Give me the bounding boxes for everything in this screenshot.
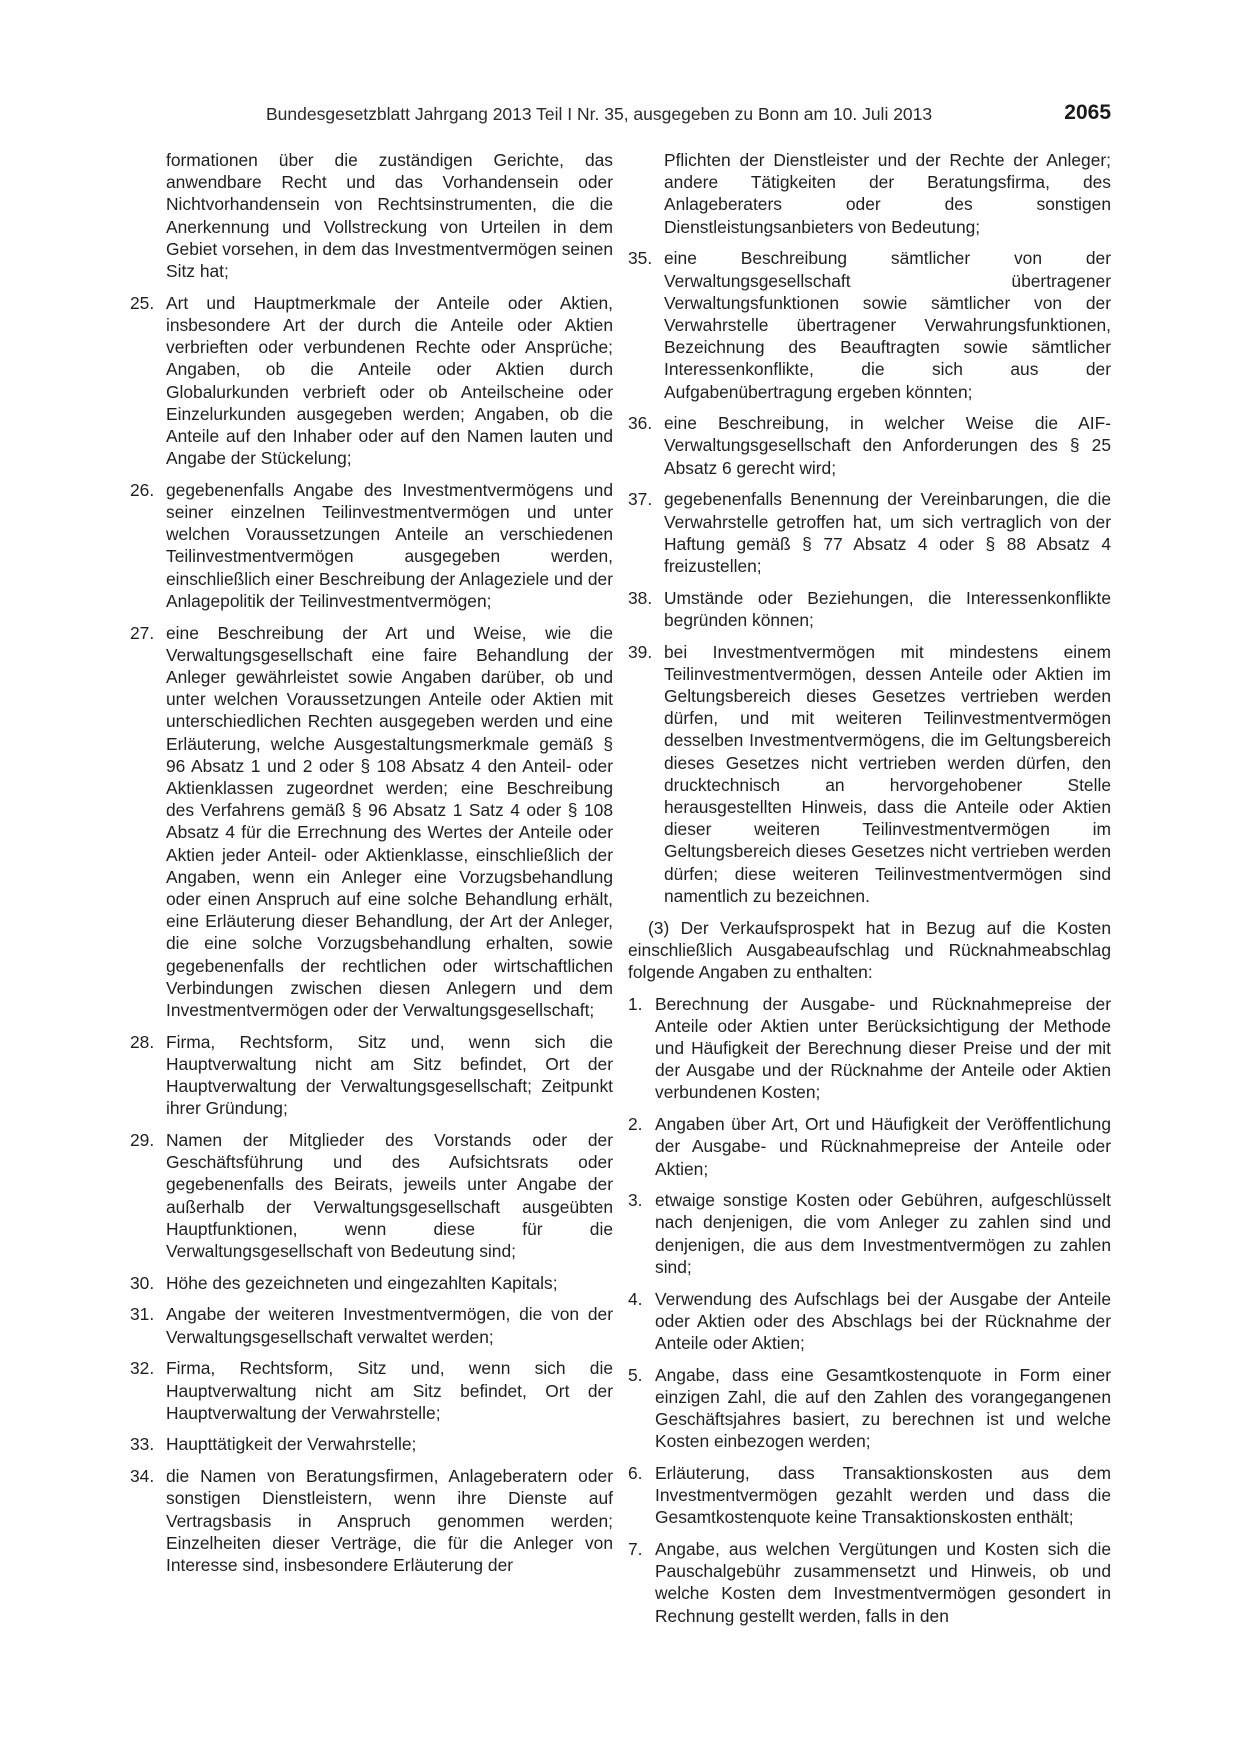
item-text: Namen der Mitglieder des Vorstands oder der Geschäftsführung und des Aufsichtsrats oder gegebenenfalls des Beirats, jeweils unter Angabe der außerhalb der Verwaltungsgesellschaft ausgeübten Hauptfunktionen, wenn diese für die Verwaltungsgesellschaft von Bedeutung sind; bbox=[166, 1130, 613, 1262]
list-item bbox=[628, 1288, 1111, 1355]
item-number: 38. bbox=[628, 587, 653, 608]
item-text: Verwendung des Aufschlags bei der Ausgabe der Anteile oder Aktien oder des Abschlags bei der Rücknahme der Anteile oder Aktien; bbox=[655, 1288, 1111, 1353]
item-text: die Namen von Beratungsfirmen, Anlageberatern oder sonstigen Dienstleistern, wenn ihre Dienste auf Vertragsbasis in Anspruch genommen werden; Einzelheiten dieser Verträge, die für die Anleger von Interesse sind, insbesondere Erläuterung der bbox=[166, 1466, 613, 1575]
item-number: 27. bbox=[130, 622, 155, 643]
item-text: Firma, Rechtsform, Sitz und, wenn sich die Hauptverwaltung nicht am Sitz befindet, Ort der Hauptverwaltung der Verwahrstelle; bbox=[166, 1358, 613, 1423]
item-number: 25. bbox=[130, 292, 155, 313]
list-item bbox=[130, 479, 613, 612]
item-text: Art und Hauptmerkmale der Anteile oder Aktien, insbesondere Art der durch die Anteile oder Aktien verbrieften oder verbundenen Rechte oder Ansprüche; Angaben, ob die Anteile oder Aktien durch Globalurkunden verbrieft oder ob Anteilscheine oder Einzelurkunden ausgegeben werden; Angaben, ob die Anteile auf den Inhaber oder auf den Namen lauten und Angabe der Stückelung; bbox=[166, 292, 613, 469]
list-item bbox=[628, 993, 1111, 1104]
list-item bbox=[628, 1189, 1111, 1278]
item-number: 34. bbox=[130, 1466, 155, 1487]
item-number: 31. bbox=[130, 1304, 155, 1325]
list-item bbox=[130, 1433, 613, 1455]
item-number: 2. bbox=[628, 1114, 643, 1135]
item-number: 36. bbox=[628, 413, 653, 434]
item-text: Angabe, dass eine Gesamtkostenquote in Form einer einzigen Zahl, die auf den Zahlen des vorangegangenen Geschäftsjahres basiert, zu berechnen ist und welche Kosten einbezogen werden; bbox=[655, 1364, 1111, 1452]
item-number: 32. bbox=[130, 1358, 155, 1379]
item-number: 35. bbox=[628, 248, 653, 269]
page-header bbox=[266, 101, 1111, 127]
item-number: 5. bbox=[628, 1364, 643, 1385]
item-text: bei Investmentvermögen mit mindestens einem Teilinvestmentvermögen, dessen Anteile oder Aktien im Geltungsbereich dieses Gesetzes vertrieben werden dürfen, und mit weiteren Teilinvestmentvermögen desselben Investmentvermögens, die im Geltungsbereich dieses Gesetzes nicht vertrieben werden dürfen, den drucktechnisch an hervorgehobener Stelle herausgestellten Hinweis, dass die Anteile oder Aktien dieser weiteren Teilinvestmentvermögen im Geltungsbereich dieses Gesetzes nicht vertrieben werden dürfen; diese weiteren Teilinvestmentvermögen sind namentlich zu bezeichnen. bbox=[664, 641, 1111, 906]
item-number: 3. bbox=[628, 1190, 643, 1211]
item-text: Umstände oder Beziehungen, die Interessenkonflikte begründen können; bbox=[664, 587, 1111, 630]
item-text: gegebenenfalls Angabe des Investmentvermögens und seiner einzelnen Teilinvestmentvermögen und unter welchen Voraussetzungen Anteile an verschiedenen Teilinvestmentvermögen ausgegeben werden, einschließlich einer Beschreibung der Anlageziele und der Anlagepolitik der Teilinvestmentvermögen; bbox=[166, 479, 613, 611]
continuation-text: formationen über die zuständigen Gerichte, das anwendbare Recht und das Vorhandensein oder Nichtvorhandensein von Rechtsinstrumenten, die die Anerkennung und Vollstreckung von Urteilen in dem Gebiet vorsehen, in dem das Investmentvermögen seinen Sitz hat; bbox=[166, 150, 613, 282]
item-text: Haupttätigkeit der Verwahrstelle; bbox=[166, 1434, 417, 1455]
item-number: 4. bbox=[628, 1288, 643, 1309]
list-item bbox=[130, 622, 613, 1022]
paragraph-3: (3) Der Verkaufsprospekt hat in Bezug auf die Kosten einschließlich Ausgabeaufschlag und Rücknahmeabschlag folgende Angaben zu enthalten: bbox=[628, 917, 1111, 982]
list-item bbox=[130, 1303, 613, 1347]
item-text: Erläuterung, dass Transaktionskosten aus dem Investmentvermögen gezahlt werden und dass die Gesamtkostenquote keine Transaktionskosten enthält; bbox=[655, 1462, 1111, 1528]
header-title: Bundesgesetzblatt Jahrgang 2013 Teil I Nr. 35, ausgegeben zu Bonn am 10. Juli 2013 bbox=[266, 104, 933, 124]
list-item bbox=[130, 1129, 613, 1262]
item-text: Höhe des gezeichneten und eingezahlten Kapitals; bbox=[166, 1272, 558, 1293]
item-text: Angabe, aus welchen Vergütungen und Kosten sich die Pauschalgebühr zusammensetzt und Hinweis, ob und welche Kosten dem Investmentvermögen gesondert in Rechnung gestellt werden, falls in den bbox=[655, 1539, 1111, 1626]
list-item bbox=[628, 1462, 1111, 1529]
right-column bbox=[628, 149, 1111, 1636]
list-item bbox=[130, 1357, 613, 1424]
list-item bbox=[628, 1364, 1111, 1453]
item-text: Firma, Rechtsform, Sitz und, wenn sich die Hauptverwaltung nicht am Sitz befindet, Ort der Hauptverwaltung der Verwaltungsgesellschaft; Zeitpunkt ihrer Gründung; bbox=[166, 1031, 613, 1119]
item-text: Angabe der weiteren Investmentvermögen, die von der Verwaltungsgesellschaft verwaltet werden; bbox=[166, 1304, 613, 1347]
list-item bbox=[628, 587, 1111, 631]
item-text: Berechnung der Ausgabe- und Rücknahmepreise der Anteile oder Aktien unter Berücksichtigung der Methode und Häufigkeit der Berechnung dieser Preise und der mit der Ausgabe und der Rücknahme der Anteile oder Aktien verbundenen Kosten; bbox=[655, 993, 1111, 1103]
item-number: 1. bbox=[628, 993, 643, 1014]
list-item bbox=[130, 292, 613, 470]
page-number: 2065 bbox=[1064, 101, 1111, 124]
list-item bbox=[628, 247, 1111, 402]
list-item bbox=[628, 1538, 1111, 1627]
item-number: 37. bbox=[628, 489, 653, 510]
item-number: 30. bbox=[130, 1272, 155, 1293]
item-number: 7. bbox=[628, 1539, 643, 1560]
list-item bbox=[130, 1272, 613, 1294]
item-number: 39. bbox=[628, 641, 653, 662]
item-text: eine Beschreibung der Art und Weise, wie die Verwaltungsgesellschaft eine faire Behandlung der Anleger gewährleistet sowie Angaben darüber, ob und unter welchen Voraussetzungen Anteile oder Aktien mit unterschiedlichen Rechten ausgegeben werden und eine Erläuterung, welche Ausgestaltungsmerkmale gemäß § 96 Absatz 1 und 2 oder § 108 Absatz 4 den Anteil- oder Aktienklassen zugeordnet werden; eine Beschreibung des Verfahrens gemäß § 96 Absatz 1 Satz 4 oder § 108 Absatz 4 für die Errechnung des Wertes der Anteile oder Aktien jeder Anteil- oder Aktienklasse, einschließlich der Angaben, wenn ein Anleger eine Vorzugsbehandlung oder einen Anspruch auf eine solche Behandlung erhält, eine Erläuterung dieser Behandlung, der Art der Anleger, die eine solche Vorzugsbehandlung erhalten, sowie gegebenenfalls der rechtlichen oder wirtschaftlichen Verbindungen zwischen diesen Anlegern und dem Investmentvermögen oder der Verwaltungsgesellschaft; bbox=[166, 622, 613, 1021]
item-text: etwaige sonstige Kosten oder Gebühren, aufgeschlüsselt nach denjenigen, die vom Anleger zu zahlen sind und denjenigen, die aus dem Investmentvermögen zu zahlen sind; bbox=[655, 1190, 1111, 1277]
list-item bbox=[130, 1465, 613, 1576]
item-number: 6. bbox=[628, 1462, 643, 1483]
item-text: gegebenenfalls Benennung der Vereinbarungen, die die Verwahrstelle getroffen hat, um sich vertraglich von der Haftung gemäß § 77 Absatz 4 oder § 88 Absatz 4 freizustellen; bbox=[664, 489, 1111, 576]
list-item bbox=[628, 412, 1111, 479]
item-number: 33. bbox=[130, 1434, 155, 1455]
list-item bbox=[628, 641, 1111, 907]
item-text: Angaben über Art, Ort und Häufigkeit der Veröffentlichung der Ausgabe- und Rücknahmepreise der Anteile oder Aktien; bbox=[655, 1114, 1111, 1179]
list-item bbox=[628, 1113, 1111, 1180]
item-text: eine Beschreibung, in welcher Weise die AIF-Verwaltungsgesellschaft den Anforderungen des § 25 Absatz 6 gerecht wird; bbox=[664, 413, 1111, 478]
item-number: 26. bbox=[130, 479, 155, 500]
item-text: eine Beschreibung sämtlicher von der Verwaltungsgesellschaft übertragener Verwaltungsfunktionen sowie sämtlicher von der Verwahrstelle übertragener Verwahrungsfunktionen, Bezeichnung des Beauftragten sowie sämtlicher Interessenkonflikte, die sich aus der Aufgabenübertragung ergeben könnten; bbox=[664, 248, 1111, 402]
list-item bbox=[130, 1031, 613, 1120]
left-column bbox=[130, 149, 613, 1586]
item-number: 28. bbox=[130, 1031, 155, 1052]
list-item bbox=[628, 488, 1111, 577]
continuation-text: Pflichten der Dienstleister und der Rechte der Anleger; andere Tätigkeiten der Beratungsfirma, des Anlageberaters oder des sonstigen Dienstleistungsanbieters von Bedeutung; bbox=[664, 150, 1111, 237]
item-number: 29. bbox=[130, 1130, 155, 1151]
